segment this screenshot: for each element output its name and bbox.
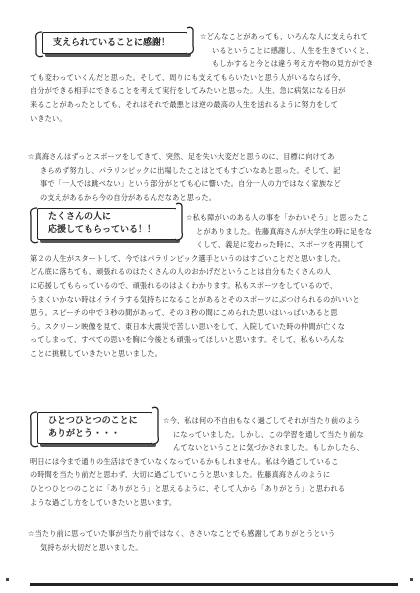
text-line: もしかすると今とは違う考え方や物の見方ができ [212,59,374,69]
banner-title-line-2: ありがとう・・・ [48,429,121,439]
text-line: うまくいかない時はイライラする気持ちになることがあるとそのスポーツにぶつけられるのがいいと [30,294,360,304]
banner-title-line-1: たくさんの人に [48,212,112,222]
paragraph-4 [30,414,402,509]
text-line: ような過ごし方をしていきたいと思います。 [30,497,177,507]
text-line: いきたい。 [30,113,67,123]
text-line: いるということに感謝し、人生を生きていくと、 [212,45,374,55]
text-line: う。スクリーン映像を見て、東日本大震災で苦しい思いをして、入院していた時の仲間が亡くな [30,321,346,331]
text-line: 思う。スピーチの中で３秒の間があって、その３秒の間にこめられた思いはいっぱいあると思 [30,308,338,318]
text-line: 気持ちが大切だと思いました。 [40,542,143,552]
paragraph-3 [30,211,402,361]
text-line: ても変わっていくんだと思った。そして、周りにも支えてもらいたいと思う人がいるならば今、 [30,72,346,82]
text-line: ☆真海さんはずっとスポーツをしてきて、突然、足を失い大変だと思うのに、目標に向けてあ [28,152,335,161]
text-line: に応援してもらっているので、頑張れるのはよくわかります。私もスポーツをしているので、 [30,280,338,290]
text-line: 来ることがあったとしても、それはそれで最悪とは逆の最高の人生を送れるように努力をして [30,99,339,109]
text-line: 自分ができる相手にできることを考えて実行をしてみたいと思った。人生、急に病気になる日が [30,86,346,96]
text-line: ☆どんなことがあっても、いろんな人に支えられて [200,32,368,41]
paragraph-5 [28,527,402,554]
text-line: どん底に落ちても、頑張れるのはたくさんの人のおかげだということは自分もたくさんの人 [30,267,331,277]
text-line: ひとつひとつのことに「ありがとう」と思えるように、そして人から「ありがとう」と思われる [30,483,346,493]
text-line: 明日には今まで通りの生活はできていなくなっているかもしれません。私は今過ごしているこ [30,456,339,466]
text-line: ☆私も障がいのある人の事を「かわいそう」と思ったこ [186,213,369,222]
text-line: きらめず努力し、パラリンピックに出場したことはとてもすごいなあと思った。そして、記 [40,165,341,175]
bottom-rule-divider [30,583,398,586]
text-line: 第２の人生がスタートして、今ではパラリンピック選手というのはすごいことだと思いました。 [30,253,346,263]
paragraph-2 [28,150,402,204]
text-line: くして、義足に変わった時に、スポーツを再開して [196,240,365,250]
text-line: ってしまって、すべての思いを胸に今後とも頑張ってほしいと思います。そして、私もいろんな [30,335,345,345]
corner-mark [410,578,413,581]
text-line: ☆当たり前に思っていた事が当たり前ではなく、ささいなことでも感謝してありがとうという [28,529,336,538]
text-line: んてないということに気づかされました。もしかしたら、 [173,443,364,453]
text-line: とがありました。佐藤真海さんが大学生の時に足をな [196,226,373,236]
text-line: ことに挑戦していきたいと思いました。 [30,348,163,358]
banner-title-line-1: ひとつひとつのことに [48,416,138,426]
banner-title-line-2: 応援してもらっている！！ [48,225,157,235]
text-line: の支えがあるから今の自分があるんだなあと思った。 [40,192,217,202]
text-line: 事で「一人では跳べない」という部分がとても心に響いた。自分一人の力ではなく家族など [40,179,341,189]
paragraph-1 [30,30,402,125]
text-line: の時間を当たり前だと思わず、大切に過ごしていこうと思いました。佐藤真海さんのように [30,470,331,480]
banner-title: 支えられていることに感謝！ [53,37,171,48]
corner-mark [6,578,9,581]
text-line: ☆今、私は何の不自由もなく過ごしてそれが当たり前のよう [163,416,361,425]
text-line: になっていました。しかし、この学習を通して当たり前な [173,429,364,439]
